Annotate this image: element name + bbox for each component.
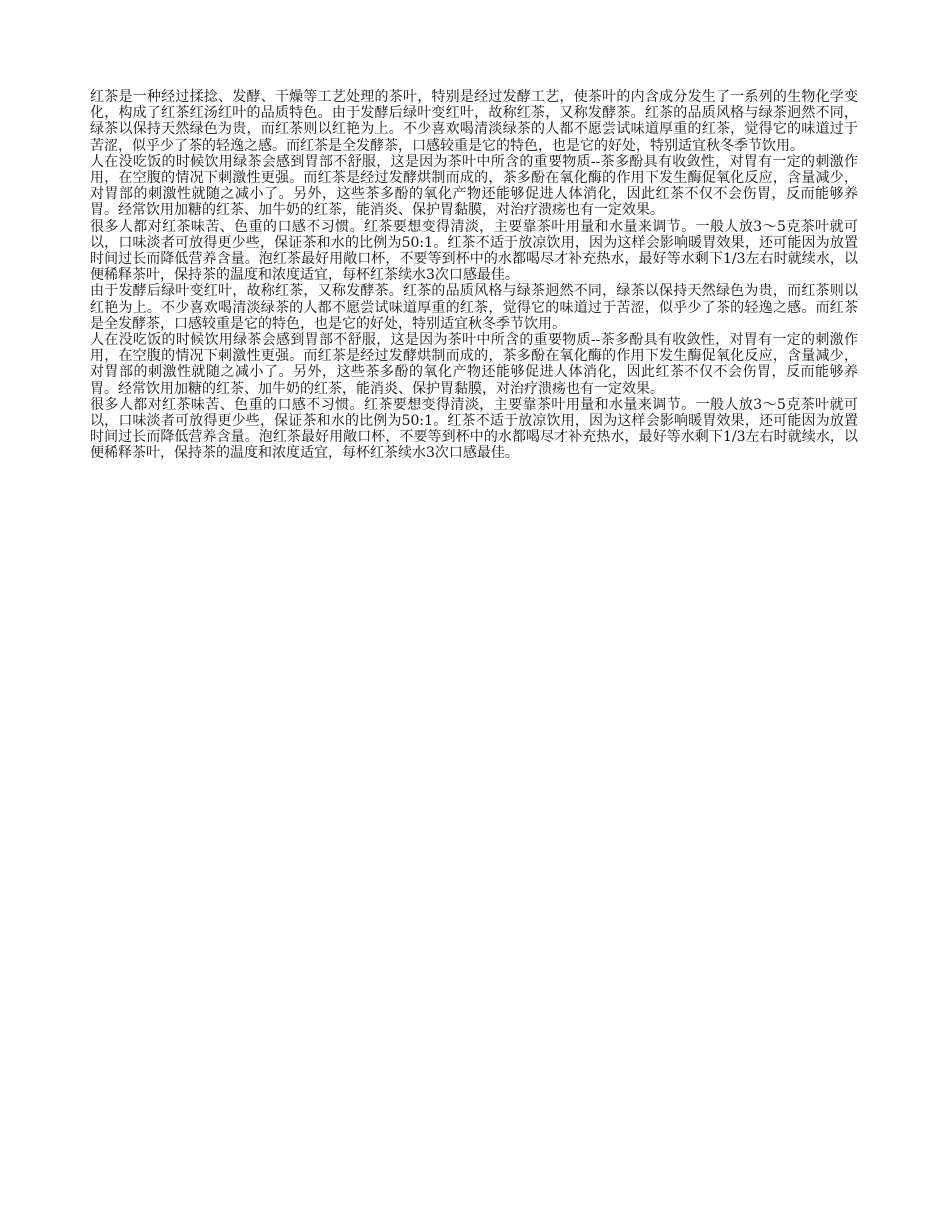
paragraph-6: 很多人都对红茶味苦、色重的口感不习惯。红茶要想变得清淡，主要靠茶叶用量和水量来调节。一般人放3～5克茶叶就可以，口味淡者可放得更少些，保证茶和水的比例为50:1。红茶不适于放凉饮用，因为这样会影响暖胃效果，还可能因为放置时间过长而降低营养含量。泡红茶最好用敞口杯，不要等到杯中的水都喝尽才补充热水，最好等水剩下1/3左右时就续水，以便稀释茶叶，保持茶的温度和浓度适宜，每杯红茶续水3次口感最佳。 [90, 396, 858, 462]
paragraph-1: 红茶是一种经过揉捻、发酵、干燥等工艺处理的茶叶，特别是经过发酵工艺，使茶叶的内含成分发生了一系列的生物化学变化，构成了红茶红汤红叶的品质特色。由于发酵后绿叶变红叶，故称红茶，又称发酵茶。红茶的品质风格与绿茶迥然不同，绿茶以保持天然绿色为贵，而红茶则以红艳为上。不少喜欢喝清淡绿茶的人都不愿尝试味道厚重的红茶，觉得它的味道过于苦涩，似乎少了茶的轻逸之感。而红茶是全发酵茶，口感较重是它的特色，也是它的好处，特别适宜秋冬季节饮用。 [90, 89, 858, 154]
paragraph-4: 由于发酵后绿叶变红叶，故称红茶，又称发酵茶。红茶的品质风格与绿茶迥然不同，绿茶以保持天然绿色为贵，而红茶则以红艳为上。不少喜欢喝清淡绿茶的人都不愿尝试味道厚重的红茶，觉得它的味道过于苦涩，似乎少了茶的轻逸之感。而红茶是全发酵茶，口感较重是它的特色，也是它的好处，特别适宜秋冬季节饮用。 [90, 283, 858, 332]
paragraph-2: 人在没吃饭的时候饮用绿茶会感到胃部不舒服，这是因为茶叶中所含的重要物质--茶多酚具有收敛性，对胃有一定的刺激作用，在空腹的情况下刺激性更强。而红茶是经过发酵烘制而成的，茶多酚在氧化酶的作用下发生酶促氧化反应，含量减少，对胃部的刺激性就随之减小了。另外，这些茶多酚的氧化产物还能够促进人体消化，因此红茶不仅不会伤胃，反而能够养胃。经常饮用加糖的红茶、加牛奶的红茶，能消炎、保护胃黏膜，对治疗溃疡也有一定效果。 [90, 153, 858, 219]
paragraph-3: 很多人都对红茶味苦、色重的口感不习惯。红茶要想变得清淡，主要靠茶叶用量和水量来调节。一般人放3～5克茶叶就可以，口味淡者可放得更少些，保证茶和水的比例为50:1。红茶不适于放凉饮用，因为这样会影响暖胃效果，还可能因为放置时间过长而降低营养含量。泡红茶最好用敞口杯，不要等到杯中的水都喝尽才补充热水，最好等水剩下1/3左右时就续水，以便稀释茶叶，保持茶的温度和浓度适宜，每杯红茶续水3次口感最佳。 [90, 218, 858, 284]
paragraph-5: 人在没吃饭的时候饮用绿茶会感到胃部不舒服，这是因为茶叶中所含的重要物质--茶多酚具有收敛性，对胃有一定的刺激作用，在空腹的情况下刺激性更强。而红茶是经过发酵烘制而成的，茶多酚在氧化酶的作用下发生酶促氧化反应，含量减少，对胃部的刺激性就随之减小了。另外，这些茶多酚的氧化产物还能够促进人体消化，因此红茶不仅不会伤胃，反而能够养胃。经常饮用加糖的红茶、加牛奶的红茶，能消炎、保护胃黏膜，对治疗溃疡也有一定效果。 [90, 332, 858, 397]
document-body [90, 89, 858, 462]
